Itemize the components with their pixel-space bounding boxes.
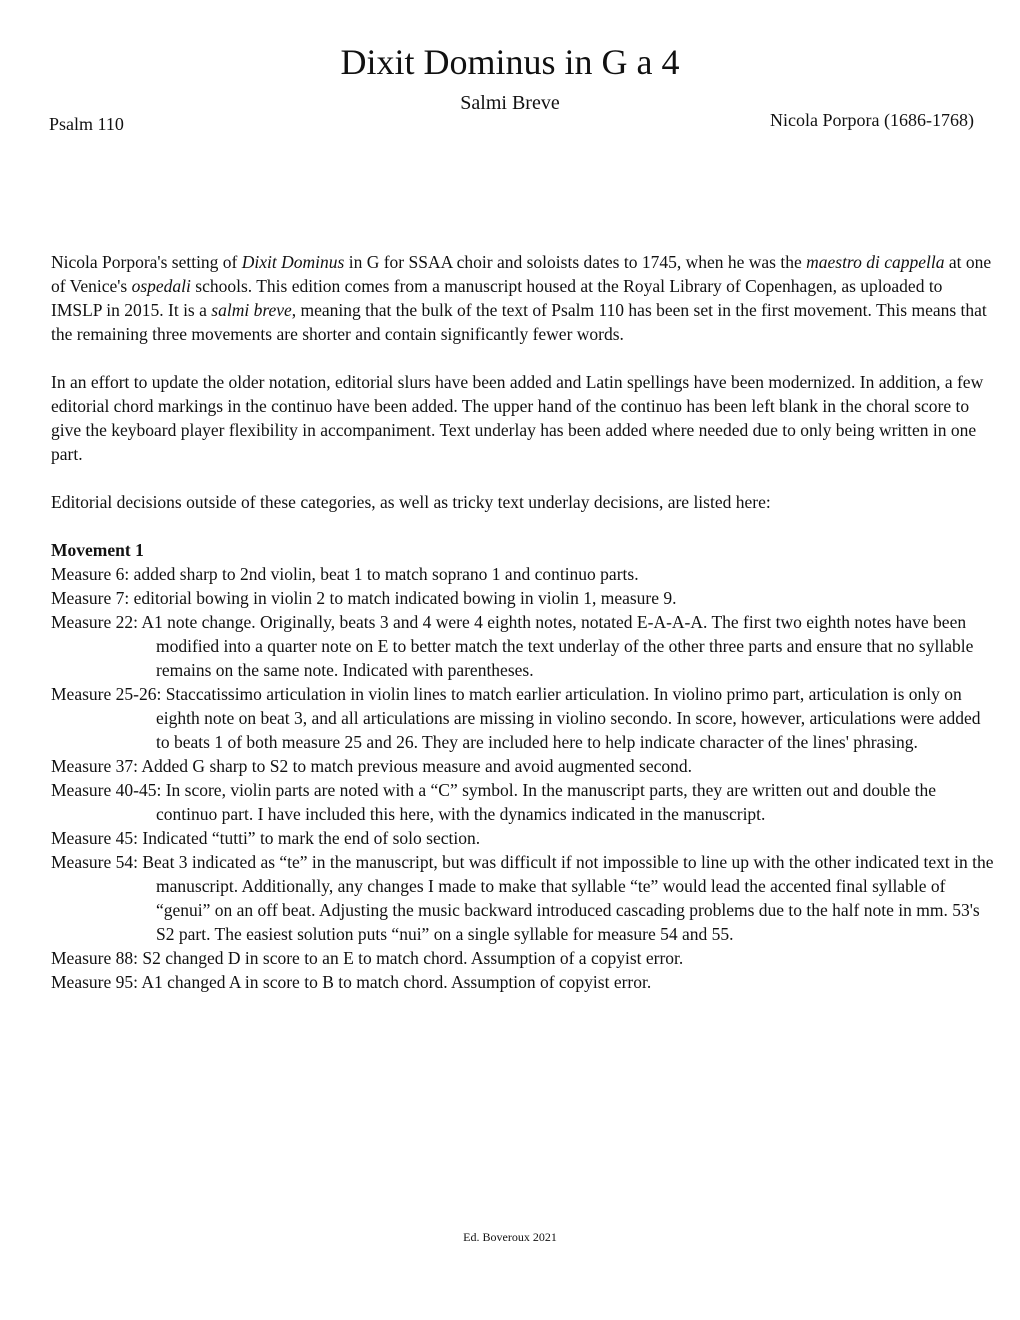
italic-term: ospedali xyxy=(131,276,191,296)
intro-text-segment: Nicola Porpora's setting of xyxy=(51,252,242,272)
editorial-notes-list xyxy=(51,562,996,994)
editorial-note: Measure 45: Indicated “tutti” to mark the end of solo section. xyxy=(51,828,481,848)
italic-term: salmi breve xyxy=(211,300,292,320)
psalm-label: Psalm 110 xyxy=(49,114,124,134)
editorial-note: Measure 95: A1 changed A in score to B to match chord. Assumption of copyist error. xyxy=(51,972,652,992)
editorial-note: Measure 6: added sharp to 2nd violin, beat 1 to match soprano 1 and continuo parts. xyxy=(51,564,639,584)
intro-text-segment: , meaning that the bulk of the text of Psalm 110 has been set in the first movement. This means that the remaining three movements are shorter and contain significantly fewer words. xyxy=(51,300,987,344)
composer-credit: Nicola Porpora (1686-1768) xyxy=(770,110,974,130)
movement-1-heading: Movement 1 xyxy=(51,540,144,560)
editorial-note: Measure 25-26: Staccatissimo articulation in violin lines to match earlier articulation. In violino primo part, articulation is only on eighth note on beat 3, and all articulations are missing in violino secondo. In score, however, articulations were added to beats 1 of both measure 25 and 26. They are included here to help indicate character of the lines' phrasing. xyxy=(51,684,981,752)
editorial-note: Measure 37: Added G sharp to S2 to match previous measure and avoid augmented second. xyxy=(51,756,693,776)
document-body xyxy=(51,250,996,994)
intro-text-segment: schools. This edition comes from a manuscript housed at the Royal Library of Copenhagen, as uploaded to IMSLP in 2015. It is a xyxy=(51,276,943,320)
document-title: Dixit Dominus in G a 4 xyxy=(340,42,680,82)
intro-text-segment: in G for SSAA choir and soloists dates to 1745, when he was the xyxy=(344,252,807,272)
italic-term: maestro di cappella xyxy=(806,252,945,272)
edition-footer: Ed. Boveroux 2021 xyxy=(463,1230,557,1244)
editorial-note: Measure 88: S2 changed D in score to an E to match chord. Assumption of a copyist error. xyxy=(51,948,684,968)
intro-text-segment: at one of Venice's xyxy=(51,252,992,296)
editorial-note: Measure 40-45: In score, violin parts are noted with a “C” symbol. In the manuscript parts, they are written out and double the continuo part. I have included this here, with the dynamics indicated in the manuscript. xyxy=(51,780,936,824)
document-subtitle: Salmi Breve xyxy=(460,92,560,114)
intro-paragraph-2: In an effort to update the older notation, editorial slurs have been added and Latin spellings have been modernized. In addition, a few editorial chord markings in the continuo have been added. The upper hand of the continuo has been left blank in the choral score to give the keyboard player flexibility in accompaniment. Text underlay has been added where needed due to only being written in one part. xyxy=(51,372,984,464)
work-title-italic: Dixit Dominus xyxy=(241,252,345,272)
intro-paragraph-3: Editorial decisions outside of these categories, as well as tricky text underlay decisions, are listed here: xyxy=(51,492,771,512)
editorial-note: Measure 22: A1 note change. Originally, beats 3 and 4 were 4 eighth notes, notated E-A-A-A. The first two eighth notes have been modified into a quarter note on E to better match the text underlay of the other three parts and ensure that no syllable remains on the same note. Indicated with parentheses. xyxy=(51,612,974,680)
intro-paragraph-1 xyxy=(51,250,996,346)
editorial-note: Measure 7: editorial bowing in violin 2 to match indicated bowing in violin 1, measure 9. xyxy=(51,588,677,608)
editorial-note: Measure 54: Beat 3 indicated as “te” in the manuscript, but was difficult if not impossible to line up with the other indicated text in the manuscript. Additionally, any changes I made to make that syllable “te” would lead the accented final syllable of “genui” on an off beat. Adjusting the music backward introduced cascading problems due to the half note in mm. 53's S2 part. The easiest solution puts “nui” on a single syllable for measure 54 and 55. xyxy=(51,852,994,944)
